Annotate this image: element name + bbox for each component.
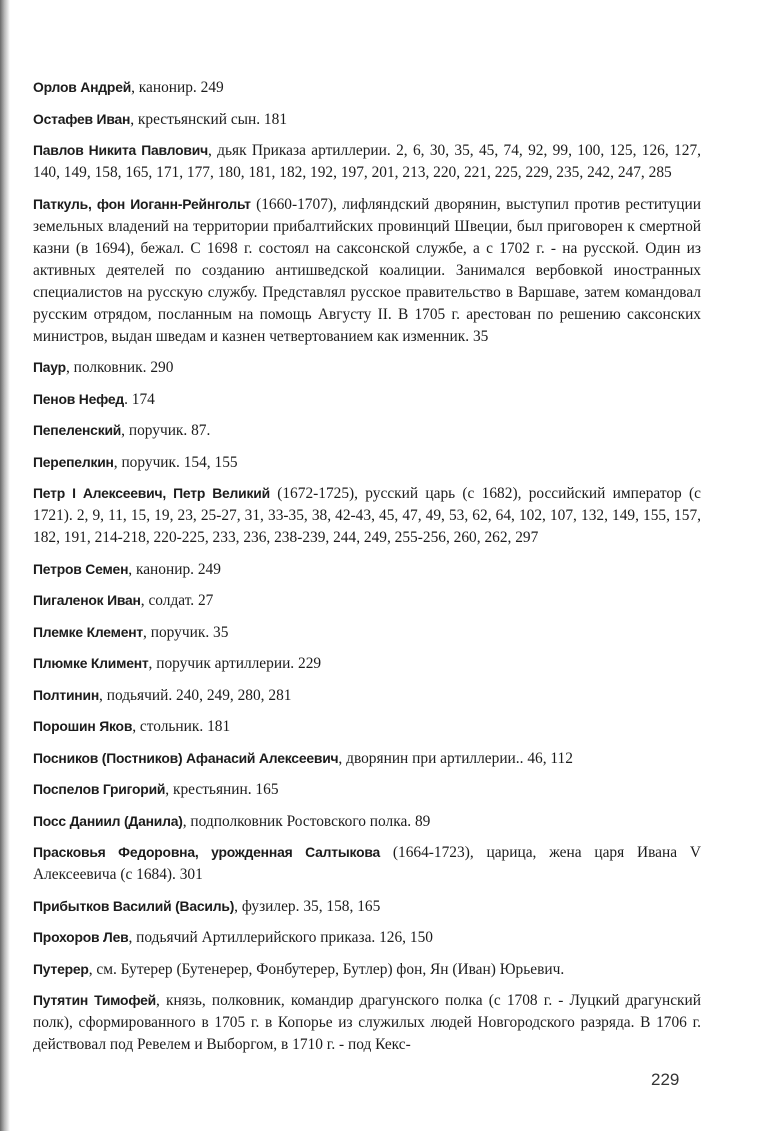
index-entry — [33, 895, 701, 918]
index-entry — [33, 558, 701, 581]
entry-name: Остафев Иван — [33, 110, 131, 127]
entry-name: Паур — [33, 359, 66, 375]
entry-name: Пигаленок Иван — [33, 592, 141, 608]
page-number: 229 — [651, 1070, 680, 1089]
index-entry — [33, 621, 701, 644]
index-entry — [33, 482, 701, 549]
index-entry — [33, 841, 701, 886]
entry-text: (1664-1723), царица, жена царя Ивана V Алексеевича (с 1684). 301 — [33, 844, 701, 883]
index-entry — [33, 356, 701, 379]
entry-name: Прасковья Федоровна, урожденная Салтыкова — [33, 844, 381, 860]
index-entry — [33, 193, 701, 348]
entry-name: Посс Даниил (Данила) — [33, 812, 183, 829]
entry-text: , см. Бутерер (Бутенерер, Фонбутерер, Бутлер) фон, Ян (Иван) Юрьевич. — [88, 960, 565, 978]
index-entry — [33, 589, 701, 612]
index-entry — [33, 926, 701, 949]
entry-text: , крестьянин. 165 — [165, 781, 279, 798]
entry-name: Порошин Яков — [33, 718, 133, 734]
entry-text: , канонир. 249 — [131, 79, 224, 96]
entry-name: Племке Клемент — [33, 623, 144, 640]
entry-name: Паткуль, фон Иоганн-Рейнгольт — [33, 195, 251, 212]
index-entry — [33, 989, 701, 1056]
entry-text: , поручик. 87. — [121, 422, 211, 439]
index-entry — [33, 451, 701, 474]
entry-text: . 174 — [124, 390, 155, 408]
entry-name: Поспелов Григорий — [33, 781, 166, 797]
entry-text: , солдат. 27 — [140, 592, 214, 609]
entry-text: , поручик артиллерии. 229 — [148, 655, 322, 672]
index-entry — [33, 778, 701, 801]
entry-name: Павлов Никита Павлович — [33, 142, 208, 158]
entry-name: Пенов Нефед — [33, 390, 125, 407]
entry-name: Пепеленский — [33, 422, 122, 438]
entry-text: (1672-1725), русский царь (с 1682), российский император (с 1721). 2, 9, 11, 15, 19, 23, 25-27, 31, 33-35, 38, 42-43, 45, 47, 49, 53, 62, 64, 102, 107, 132, 149, 155, 157, 182, 191, 214-218, 220-225, 233, 236, 238-239, 244, 249, 255-256, 260, 262, 297 — [33, 485, 701, 546]
entry-name: Петров Семен — [33, 560, 129, 577]
entry-text: , поручик. 154, 155 — [113, 453, 238, 471]
entry-text: , поручик. 35 — [143, 623, 229, 641]
index-entry — [33, 715, 701, 738]
entry-text: , дворянин при артиллерии.. 46, 112 — [338, 749, 573, 767]
entry-name: Петр I Алексеевич, Петр Великий — [33, 485, 270, 501]
entry-text: , фузилер. 35, 158, 165 — [234, 897, 381, 915]
entry-name: Прохоров Лев — [33, 929, 129, 945]
entry-text: , дьяк Приказа артиллерии. 2, 6, 30, 35, 45, 74, 92, 99, 100, 125, 126, 127, 140, 149, 158, 165, 171, 177, 180, 181, 182, 192, 197, 201, 213, 220, 221, 225, 229, 235, 242, 247, 285 — [33, 142, 701, 181]
entry-text: , стольник. 181 — [132, 718, 231, 735]
entry-name: Плюмке Климент — [33, 655, 149, 671]
entry-name: Путятин Тимофей — [33, 992, 156, 1008]
entry-name: Прибытков Василий (Василь) — [33, 897, 235, 914]
index-page — [33, 76, 701, 1065]
entry-text: , подьячий Артиллерийского приказа. 126, 150 — [128, 929, 433, 946]
index-entry — [33, 810, 701, 833]
index-entry — [33, 747, 701, 770]
entry-text: , подьячий. 240, 249, 280, 281 — [99, 686, 292, 704]
entry-name: Посников (Постников) Афанасий Алексеевич — [33, 749, 339, 766]
entry-text: , крестьянский сын. 181 — [130, 110, 288, 128]
entry-name: Полтинин — [33, 686, 100, 703]
index-entry — [33, 76, 701, 99]
index-entry — [33, 652, 701, 675]
entry-name: Перепелкин — [33, 453, 114, 470]
index-entry — [33, 684, 701, 707]
entry-name: Путерер — [33, 960, 89, 977]
index-entry — [33, 958, 701, 981]
entry-text: , князь, полковник, командир драгунского полка (с 1708 г. - Луцкий драгунский полк), сформированного в 1705 г. в Копорье из служилых людей Новгородского разряда. В 1706 г. действовал под Ревелем и Выборгом, в 1710 г. - под Кекс- — [33, 992, 702, 1053]
page-binding-shadow — [0, 0, 10, 1131]
index-entry — [33, 108, 701, 131]
index-entry — [33, 139, 701, 184]
entry-text: , подполковник Ростовского полка. 89 — [182, 812, 431, 830]
index-entry — [33, 419, 701, 442]
index-entry — [33, 388, 701, 411]
entry-text: , полковник. 290 — [65, 359, 174, 376]
entry-text: , канонир. 249 — [128, 560, 221, 578]
entry-name: Орлов Андрей — [33, 79, 132, 95]
entry-text: (1660-1707), лифляндский дворянин, выступил против реституции земельных владений на территории прибалтийских провинций Швеции, был приговорен к смертной казни (в 1694), бежал. С 1698 г. состоял на саксонской службе, а с 1702 г. - на русской. Один из активных деятелей по созданию антишведской коалиции. Занимался вербовкой иностранных специалистов на русскую службу. Представлял русское правительство в Варшаве, затем командовал русским отрядом, посланным на помощь Августу II. В 1705 г. арестован по решению саксонских министров, выдан шведам и казнен четвертованием как изменник. 35 — [33, 195, 701, 345]
